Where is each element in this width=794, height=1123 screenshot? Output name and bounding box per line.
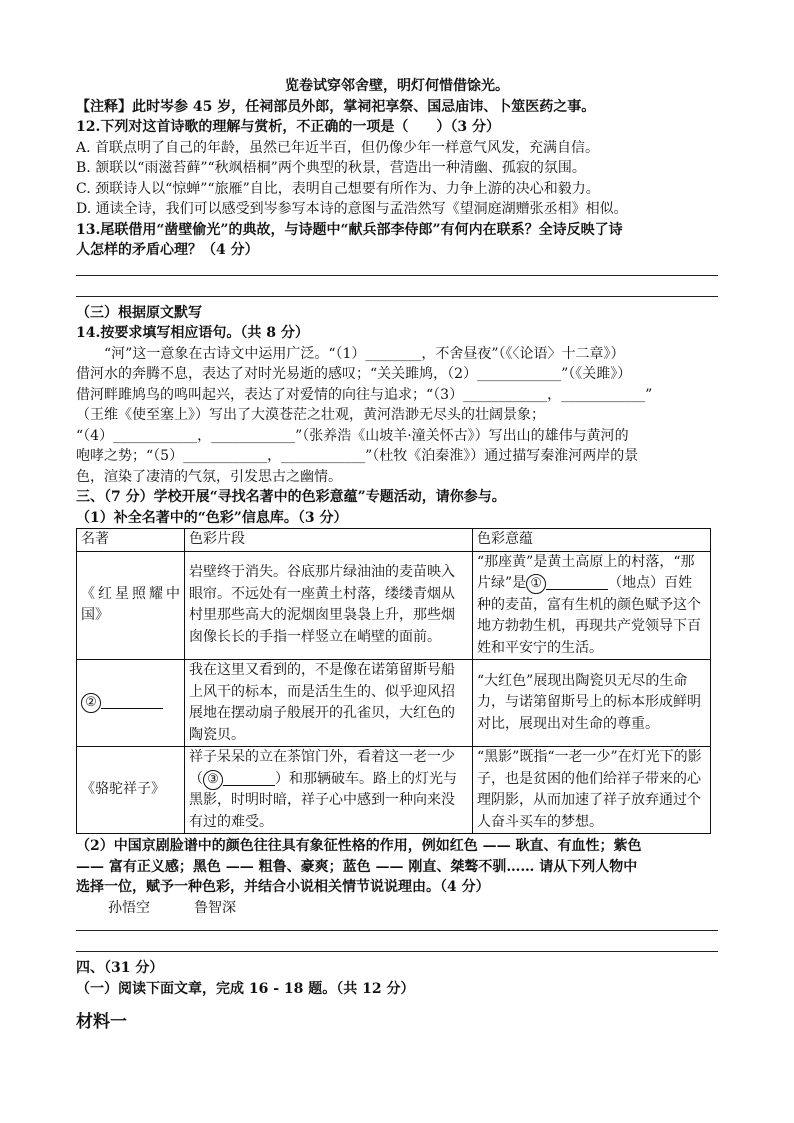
exam-page	[76, 76, 718, 1032]
q12-option-c: C. 颈联诗人以“惊蝉”“旅雁”自比，表明自己想要有所作为、力争上游的决心和毅力。	[76, 180, 600, 197]
table-row	[77, 551, 711, 660]
meaning-cell: “那座黄”是黄土高原上的村落，“那片绿”是 ① （地点）百姓种的麦苗，富有生机的颜色赋予这个地方勃勃生机，再现共产党领导下百姓和平安宁的生活。	[473, 551, 711, 660]
part3-sub1: （1）补全名著中的“色彩”信息库。（3 分）	[76, 509, 348, 526]
book-cell: 《骆驼祥子》	[77, 747, 185, 834]
answer-blank-2[interactable]	[101, 694, 163, 709]
part3-sub2: （2）中国京剧脸谱中的颜色往往具有象征性格的作用，例如红色 —— 耿直、有血性；紫色	[76, 838, 642, 854]
table-header: 色彩意蕴	[473, 529, 711, 552]
character-choices	[76, 898, 718, 919]
poem-last-line: 览卷试穿邻舍壁，明灯何惜借馀光。	[285, 78, 509, 94]
material-heading: 材料一	[76, 1012, 127, 1032]
part3-sub2: —— 富有正义感；黑色 —— 粗鲁、豪爽；蓝色 —— 刚直、桀骜不驯…… 请从下列人物中	[76, 858, 638, 875]
table-header: 名著	[77, 529, 185, 552]
q13-stem-line2: 人怎样的矛盾心理？（4 分）	[76, 242, 259, 258]
q14-line: 色，渲染了凄清的气氛，引发思古之幽情。	[76, 468, 342, 485]
q14-line: （王维《使至塞上》）写出了大漠苍茫之壮观，黄河浩渺无尽头的壮阔景象；	[76, 407, 545, 423]
blank-number-3: ③	[203, 770, 223, 790]
meaning-cell: “大红色”展现出陶瓷贝无尽的生命力，与诺第留斯号上的标本形成鲜明对比，展现出对生命的尊重。	[473, 660, 711, 747]
table-header-row	[77, 529, 711, 552]
answer-blank-1[interactable]	[546, 575, 608, 590]
q13-stem-line1: 13.尾联借用“凿壁偷光”的典故，与诗题中“献兵部李侍郎”有何内在联系？全诗反映了诗	[76, 221, 623, 238]
q14-stem: 14.按要求填写相应语句。（共 8 分）	[76, 325, 309, 341]
fragment-cell: 祥子呆呆的立在茶馆门外，看着这一老一少（ ③ ）和那辆破车。路上的灯光与黑影，时明时暗，祥子心中感到一种向来没有过的难受。	[185, 747, 473, 834]
book-cell	[77, 660, 185, 747]
part4-sub1: （一）阅读下面文章，完成 16 - 18 题。（共 12 分）	[76, 980, 415, 997]
table-row	[77, 747, 711, 834]
q12-stem: 12.下列对这首诗歌的理解与赏析，不正确的一项是（ ）（3 分）	[76, 119, 500, 135]
q14-line: “（4）____________，____________”（张养浩《山坡羊·潼关怀古》）写出山的雄伟与黄河的	[76, 427, 629, 444]
part4-heading: 四、（31 分）	[76, 960, 164, 976]
meaning-cell: “黑影”既指“一老一少”在灯光下的影子，也是贫困的他们给祥子带来的心理阴影，从而加速了祥子放弃通过个人奋斗买车的梦想。	[473, 747, 711, 834]
book-cell: 《红星照耀中国》	[77, 551, 185, 660]
table-header: 色彩片段	[185, 529, 473, 552]
answer-blank-3[interactable]	[223, 771, 275, 786]
q12-option-b: B. 颔联以“雨滋苔藓”“秋飒梧桐”两个典型的秋景，营造出一种清幽、孤寂的氛围。	[76, 160, 586, 176]
answer-line[interactable]	[76, 275, 718, 276]
q14-line: 借河水的奔腾不息，表达了对时光易逝的感叹；“关关雎鸠，（2）____________”（《关雎》）	[76, 366, 632, 382]
poem-note: 【注释】此时岑参 45 岁，任祠部员外郎，掌祠祀享祭、国忌庙讳、卜筮医药之事。	[76, 98, 596, 115]
part3-heading: 三、（7 分）学校开展“寻找名著中的色彩意蕴”专题活动，请你参与。	[76, 489, 506, 505]
part3-sub2: 选择一位，赋予一种色彩，并结合小说相关情节说说理由。（4 分）	[76, 879, 490, 895]
blank-number-1: ①	[526, 574, 546, 594]
character-option: 鲁智深	[194, 899, 236, 916]
fragment-cell: 我在这里又看到的，不是像在诺第留斯号船上风干的标本，而是活生生的、似乎迎风招展地在摆动扇子般展开的孔雀贝，大红色的陶瓷贝。	[185, 660, 473, 747]
color-info-table	[76, 528, 711, 834]
q14-line: 借河畔雎鸠鸟的鸣叫起兴，表达了对爱情的向往与追求；“（3）____________，____________”	[76, 386, 653, 403]
answer-line[interactable]	[76, 296, 718, 297]
q12-option-a: A. 首联点明了自己的年龄，虽然已年近半百，但仍像少年一样意气风发，充满自信。	[76, 139, 600, 156]
q14-line: “河”这一意象在古诗文中运用广泛。“（1）________，不舍昼夜”（《〈论语〉十二章》）	[104, 345, 625, 362]
answer-line[interactable]	[76, 930, 718, 931]
table-row	[77, 660, 711, 747]
answer-line[interactable]	[76, 951, 718, 952]
section3-heading: （三）根据原文默写	[76, 304, 202, 321]
blank-number-2: ②	[81, 693, 101, 713]
character-option: 孙悟空	[108, 899, 150, 916]
fragment-cell: 岩壁终于消失。谷底那片绿油油的麦苗映入眼帘。不远处有一座黄土村落，缕缕青烟从村里那些高大的泥烟囱里袅袅上升，那些烟囱像长长的手指一样竖立在峭壁的面前。	[185, 551, 473, 660]
q12-option-d: D. 通读全诗，我们可以感受到岑参写本诗的意图与孟浩然写《望洞庭湖赠张丞相》相似。	[76, 201, 628, 217]
q14-line: 咆哮之势；“（5）____________，____________”（杜牧《泊秦淮》）通过描写秦淮河两岸的景	[76, 448, 639, 464]
